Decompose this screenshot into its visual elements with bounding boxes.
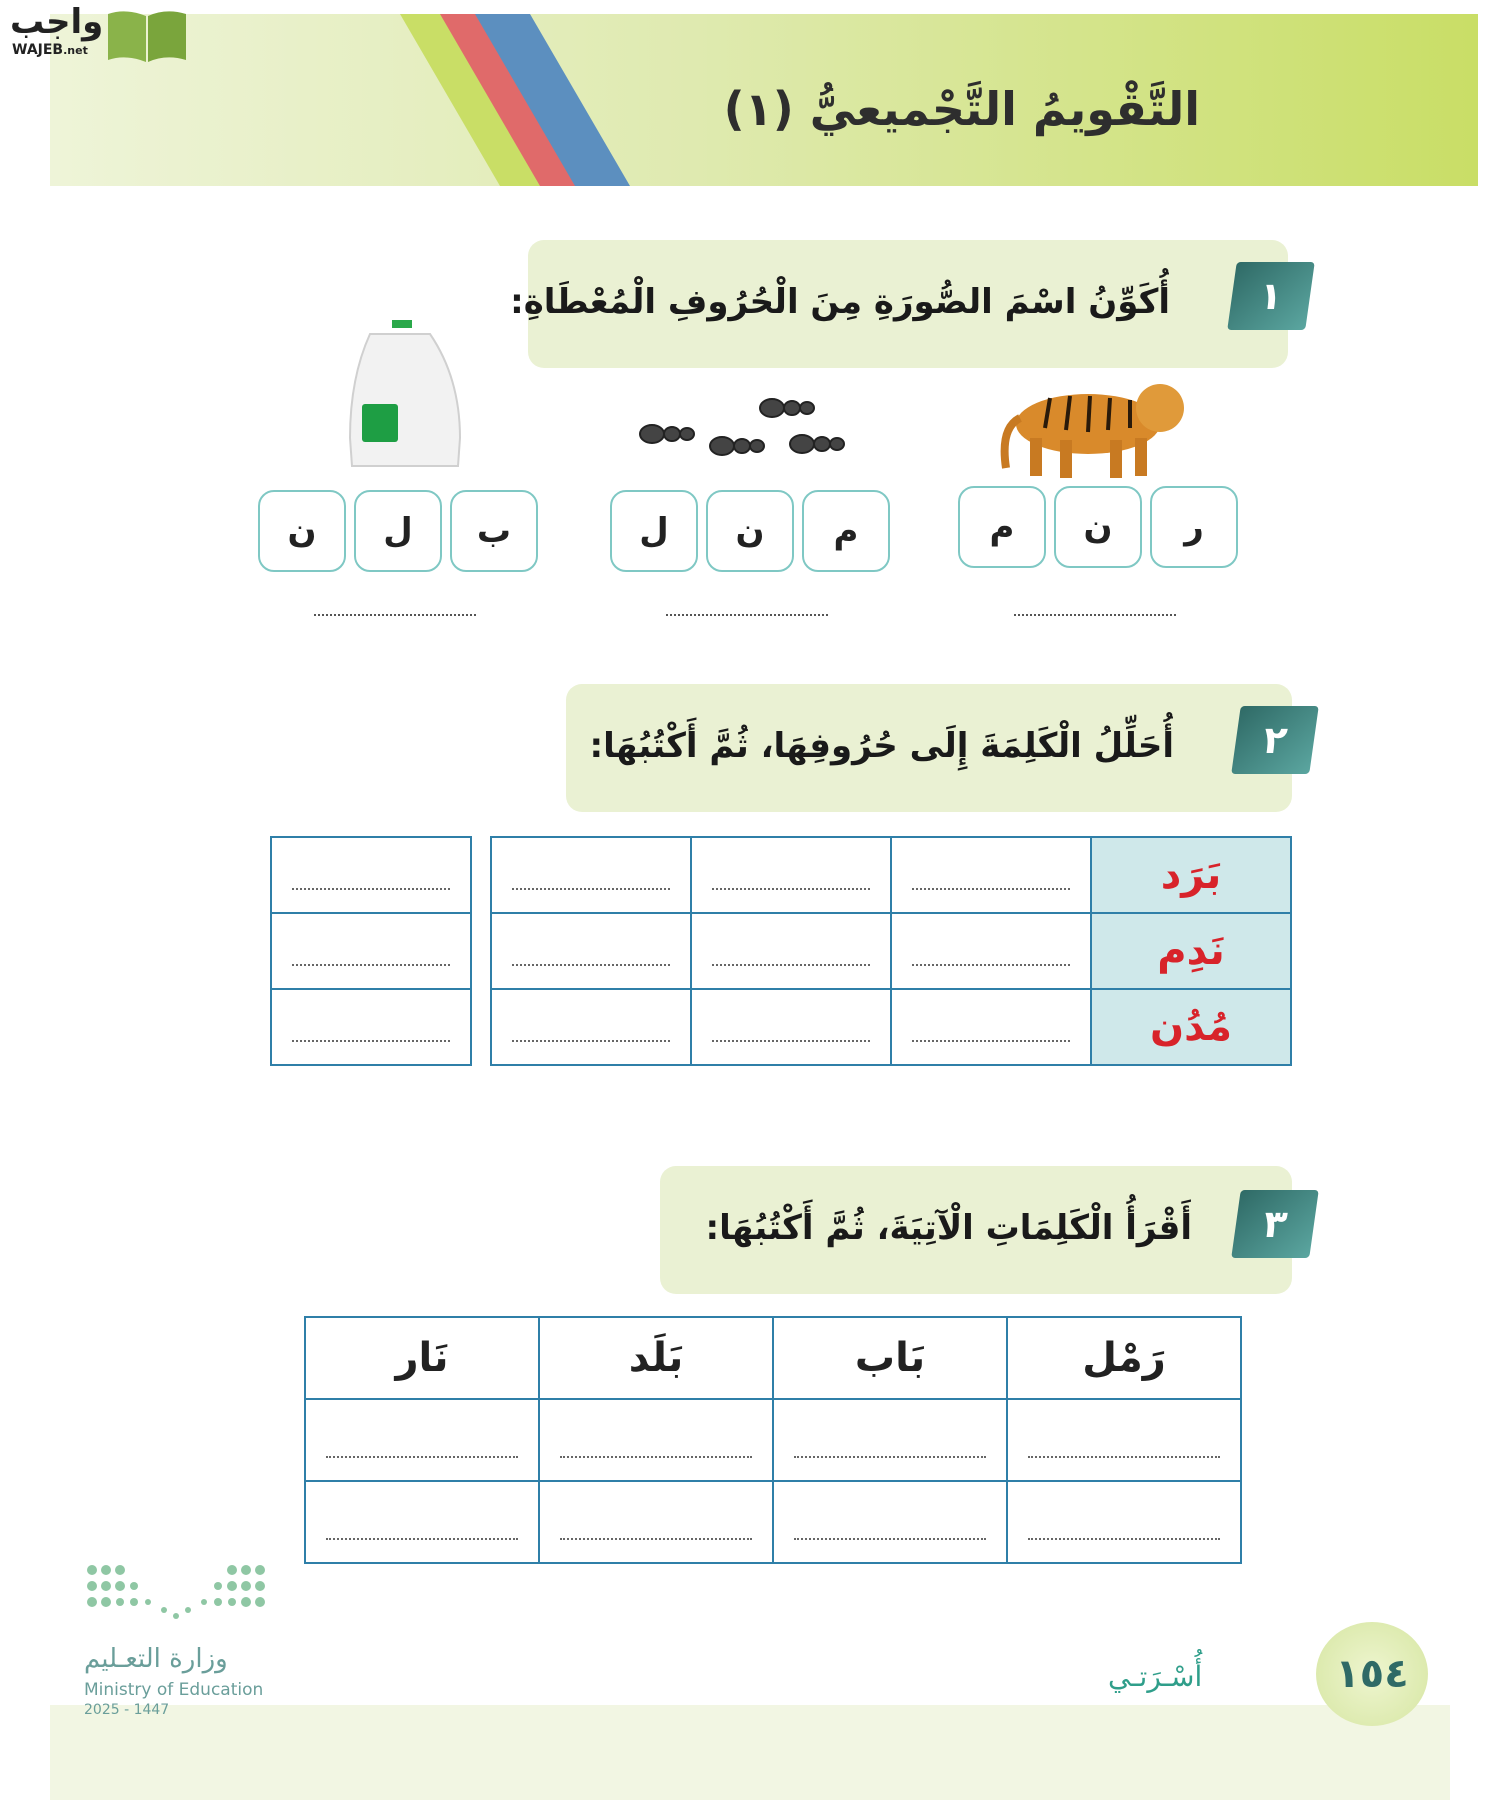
letter-tile: ن	[706, 490, 794, 572]
answer-cell[interactable]	[773, 1399, 1007, 1481]
answer-cell[interactable]	[891, 913, 1091, 989]
answer-cell[interactable]	[691, 913, 891, 989]
table-row	[305, 1481, 1241, 1563]
wajeb-logo	[0, 0, 200, 70]
unit-name: أُسْـرَتـي	[1108, 1660, 1203, 1693]
answer-cell[interactable]	[305, 1481, 539, 1563]
word-cell: نَار	[305, 1317, 539, 1399]
answer-line[interactable]	[1014, 613, 1176, 616]
answer-cell[interactable]	[539, 1481, 773, 1563]
table-row	[271, 837, 471, 913]
page-number: ١٥٤	[1316, 1622, 1428, 1726]
table-row	[305, 1399, 1241, 1481]
letter-tile: ل	[354, 490, 442, 572]
letter-tile: ن	[1054, 486, 1142, 568]
table-row	[491, 913, 1291, 989]
table-row	[305, 1317, 1241, 1399]
section3-instruction: أَقْرَأُ الْكَلِمَاتِ الْآتِيَةَ، ثُمَّ أَكْتُبُهَا:	[705, 1208, 1192, 1248]
answer-cell[interactable]	[773, 1481, 1007, 1563]
word-cell: بَلَد	[539, 1317, 773, 1399]
letter-tile: ن	[258, 490, 346, 572]
answer-cell[interactable]	[271, 837, 471, 913]
word-cell: بَرَد	[1091, 837, 1291, 913]
answer-cell[interactable]	[1007, 1399, 1241, 1481]
answer-cell[interactable]	[539, 1399, 773, 1481]
tiger-picture	[1000, 368, 1190, 484]
book-icon	[106, 6, 188, 64]
letter-tile: م	[958, 486, 1046, 568]
answer-line[interactable]	[314, 613, 476, 616]
reading-table	[304, 1316, 1242, 1564]
section2-instruction-box	[566, 684, 1292, 812]
logo-suffix: .net	[63, 44, 88, 57]
answer-cell[interactable]	[271, 913, 471, 989]
ministry-english: Ministry of Education	[84, 1680, 264, 1700]
answer-cell[interactable]	[691, 837, 891, 913]
word-cell: نَدِم	[1091, 913, 1291, 989]
section1-number-badge: ١	[1227, 262, 1315, 330]
table-row	[271, 913, 471, 989]
jug-picture	[340, 318, 470, 474]
answer-cell[interactable]	[891, 989, 1091, 1065]
letter-tile: ب	[450, 490, 538, 572]
footer-band	[50, 1705, 1450, 1800]
word-cell: بَاب	[773, 1317, 1007, 1399]
section3-instruction-box	[660, 1166, 1292, 1294]
ants-picture	[632, 388, 862, 468]
letter-tile: م	[802, 490, 890, 572]
word-cell: مُدُن	[1091, 989, 1291, 1065]
ministry-year: 2025 - 1447	[84, 1702, 170, 1718]
section2-number-badge: ٢	[1231, 706, 1319, 774]
answer-cell[interactable]	[305, 1399, 539, 1481]
ministry-arabic: وزارة التعـليم	[84, 1644, 228, 1674]
answer-cell[interactable]	[491, 837, 691, 913]
extra-answer-column	[270, 836, 472, 1066]
ministry-dots-logo	[84, 1560, 268, 1630]
section2-instruction: أُحَلِّلُ الْكَلِمَةَ إِلَى حُرُوفِهَا، ثُمَّ أَكْتُبُهَا:	[589, 726, 1174, 766]
answer-cell[interactable]	[691, 989, 891, 1065]
table-row	[271, 989, 471, 1065]
section1-instruction-box	[510, 240, 1288, 368]
answer-cell[interactable]	[891, 837, 1091, 913]
page-title: التَّقْويمُ التَّجْميعيُّ (١)	[723, 82, 1200, 136]
answer-cell[interactable]	[491, 989, 691, 1065]
answer-cell[interactable]	[1007, 1481, 1241, 1563]
table-row	[491, 989, 1291, 1065]
word-cell: رَمْل	[1007, 1317, 1241, 1399]
section3-number-badge: ٣	[1231, 1190, 1319, 1258]
table-row	[491, 837, 1291, 913]
letter-tile: ر	[1150, 486, 1238, 568]
analysis-table	[490, 836, 1292, 1066]
section1-instruction: أُكَوِّنُ اسْمَ الصُّورَةِ مِنَ الْحُرُوفِ الْمُعْطَاةِ:	[510, 282, 1170, 322]
logo-arabic: واجب	[10, 2, 104, 42]
letter-tile: ل	[610, 490, 698, 572]
answer-line[interactable]	[666, 613, 828, 616]
answer-cell[interactable]	[271, 989, 471, 1065]
answer-cell[interactable]	[491, 913, 691, 989]
logo-latin-text: WAJEB	[12, 42, 64, 58]
logo-latin	[12, 42, 88, 58]
